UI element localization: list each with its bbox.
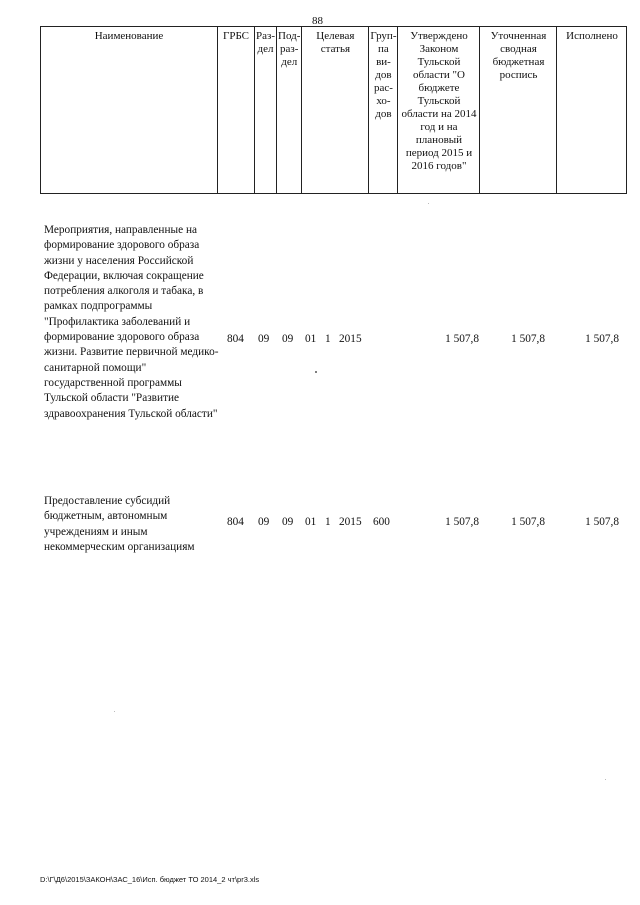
row-1-celevaya-program: 01 [305,333,317,345]
row-2-celevaya-subprogram: 1 [325,516,331,528]
row-2-name: Предоставление субсидий бюджетным, автономным учреждениям и иным некоммерческим организациям [44,495,195,553]
row-1-razdel: 09 [258,333,270,345]
row-2-vid-rashodov: 600 [373,516,390,528]
scan-speck [315,371,317,373]
header-gruppa-vidov-rashodov: Груп- па ви- дов рас- хо- дов [369,27,398,194]
header-utochnennaya-rospis: Уточненная сводная бюджетная роспись [480,27,557,194]
page-number: 88 [312,15,323,27]
row-1-celevaya-code: 2015 [339,333,362,345]
row-2-celevaya-program: 01 [305,516,317,528]
header-grbs: ГРБС [218,27,255,194]
header-podrazdel: Под- раз- дел [277,27,302,194]
row-2-celevaya-code: 2015 [339,516,362,528]
scan-speck [428,203,429,204]
row-2-utochnennaya: 1 507,8 [511,516,545,528]
row-2-utverzhdeno: 1 507,8 [445,516,479,528]
header-ispolneno: Исполнено [557,27,627,194]
row-1-grbs: 804 [227,333,244,345]
scan-speck [605,779,606,780]
row-1-utochnennaya: 1 507,8 [511,333,545,345]
row-1-celevaya-subprogram: 1 [325,333,331,345]
header-razdel: Раз- дел [255,27,277,194]
table-header [40,26,627,194]
header-utverzhdeno: Утверждено Законом Тульской области "О бюджете Тульской области на 2014 год и на плановый период 2015 и 2016 годов" [398,27,480,194]
file-path-footer: D:\Г\Д6\2015\ЗАКОН\ЗАС_16\Исп. бюджет ТО 2014_2 чт\pr3.xls [40,875,260,884]
header-name: Наименование [41,27,218,194]
row-2-podrazdel: 09 [282,516,294,528]
header-celevaya-statya: Целевая статья [302,27,369,194]
row-2-grbs: 804 [227,516,244,528]
row-1-podrazdel: 09 [282,333,294,345]
row-2-razdel: 09 [258,516,270,528]
row-1-name: Мероприятия, направленные на формирование здорового образа жизни у населения Российской Федерации, включая сокращение потребления алкоголя и табака, в рамках подпрограммы "Профилактика заболеваний и формирование здорового образа жизни. Развитие первичной медико-санитарной помощи" государственной программы Тульской области "Развитие здравоохранения Тульской области" [44,224,219,420]
row-2-ispolneno: 1 507,8 [585,516,619,528]
row-1-ispolneno: 1 507,8 [585,333,619,345]
scan-speck [114,711,115,712]
row-1-utverzhdeno: 1 507,8 [445,333,479,345]
